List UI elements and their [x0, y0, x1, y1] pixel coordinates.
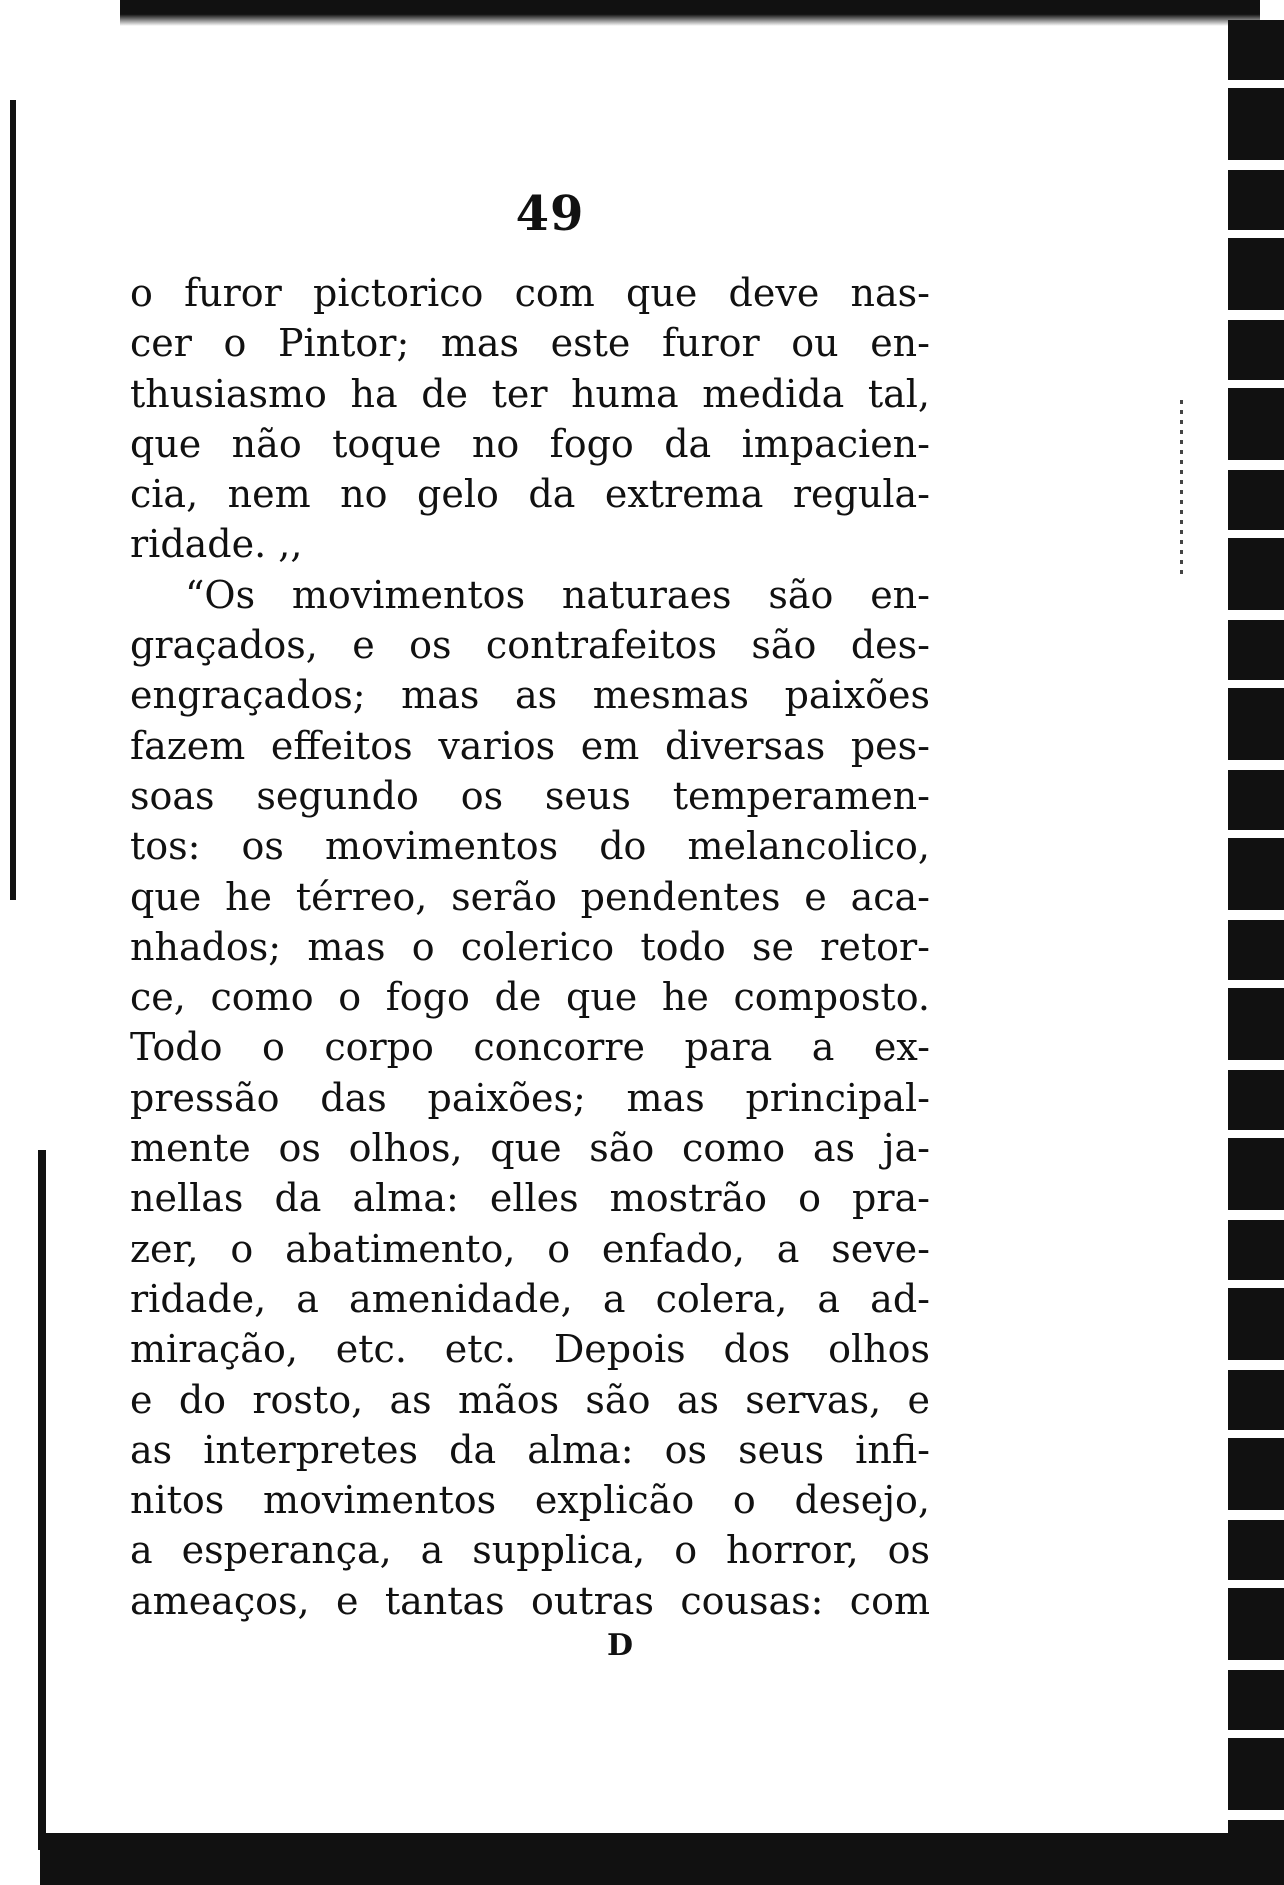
scan-edge-bottom [40, 1833, 1284, 1885]
text-line: mente os olhos, que são como as ja- [130, 1126, 930, 1171]
text-line: cer o Pintor; mas este furor ou en- [130, 321, 930, 366]
text-line: as interpretes da alma: os seus infi- [130, 1427, 930, 1472]
text-line: ce, como o fogo de que he composto. [130, 975, 930, 1020]
text-line: fazem effeitos varios em diversas pes- [130, 723, 930, 768]
text-line: pressão das paixões; mas principal- [130, 1075, 930, 1120]
text-line: que he térreo, serão pendentes e aca- [130, 874, 930, 919]
text-line: o furor pictorico com que deve nas- [130, 271, 930, 315]
text-line: “Os movimentos naturaes são en- [185, 572, 930, 617]
scan-edge-right [1228, 20, 1284, 1885]
text-line: soas segundo os seus temperamen- [130, 773, 930, 818]
scan-edge-left-top [10, 100, 16, 900]
body-text [130, 268, 930, 1626]
signature-mark: D [606, 1628, 633, 1663]
text-line: que não toque no fogo da impacien- [130, 421, 930, 466]
text-line: zer, o abatimento, o enfado, a seve- [130, 1226, 930, 1271]
text-line: nitos movimentos explicão o desejo, [130, 1478, 930, 1523]
text-line: thusiasmo ha de ter huma medida tal, [130, 371, 930, 416]
text-line: graçados, e os contrafeitos são des- [130, 623, 930, 668]
text-line: a esperança, a supplica, o horror, os [130, 1528, 930, 1573]
text-line: Todo o corpo concorre para a ex- [130, 1025, 930, 1070]
gutter-marks [1180, 400, 1183, 580]
scan-edge-top [120, 0, 1260, 26]
text-line: tos: os movimentos do melancolico, [130, 824, 930, 869]
text-line: nhados; mas o colerico todo se retor- [130, 924, 930, 969]
scan-edge-left-bottom [38, 1150, 46, 1850]
text-line: ameaços, e tantas outras cousas: com [130, 1578, 930, 1623]
text-line: cia, nem no gelo da extrema regula- [130, 472, 930, 517]
text-line: e do rosto, as mãos são as servas, e [130, 1377, 930, 1422]
page-number: 49 [515, 186, 585, 242]
text-line: ridade. ,, [130, 522, 303, 567]
text-line: engraçados; mas as mesmas paixões [130, 673, 930, 718]
text-line: nellas da alma: elles mostrão o pra- [130, 1176, 930, 1221]
text-line: miração, etc. etc. Depois dos olhos [130, 1327, 930, 1372]
text-line: ridade, a amenidade, a colera, a ad- [130, 1276, 930, 1321]
